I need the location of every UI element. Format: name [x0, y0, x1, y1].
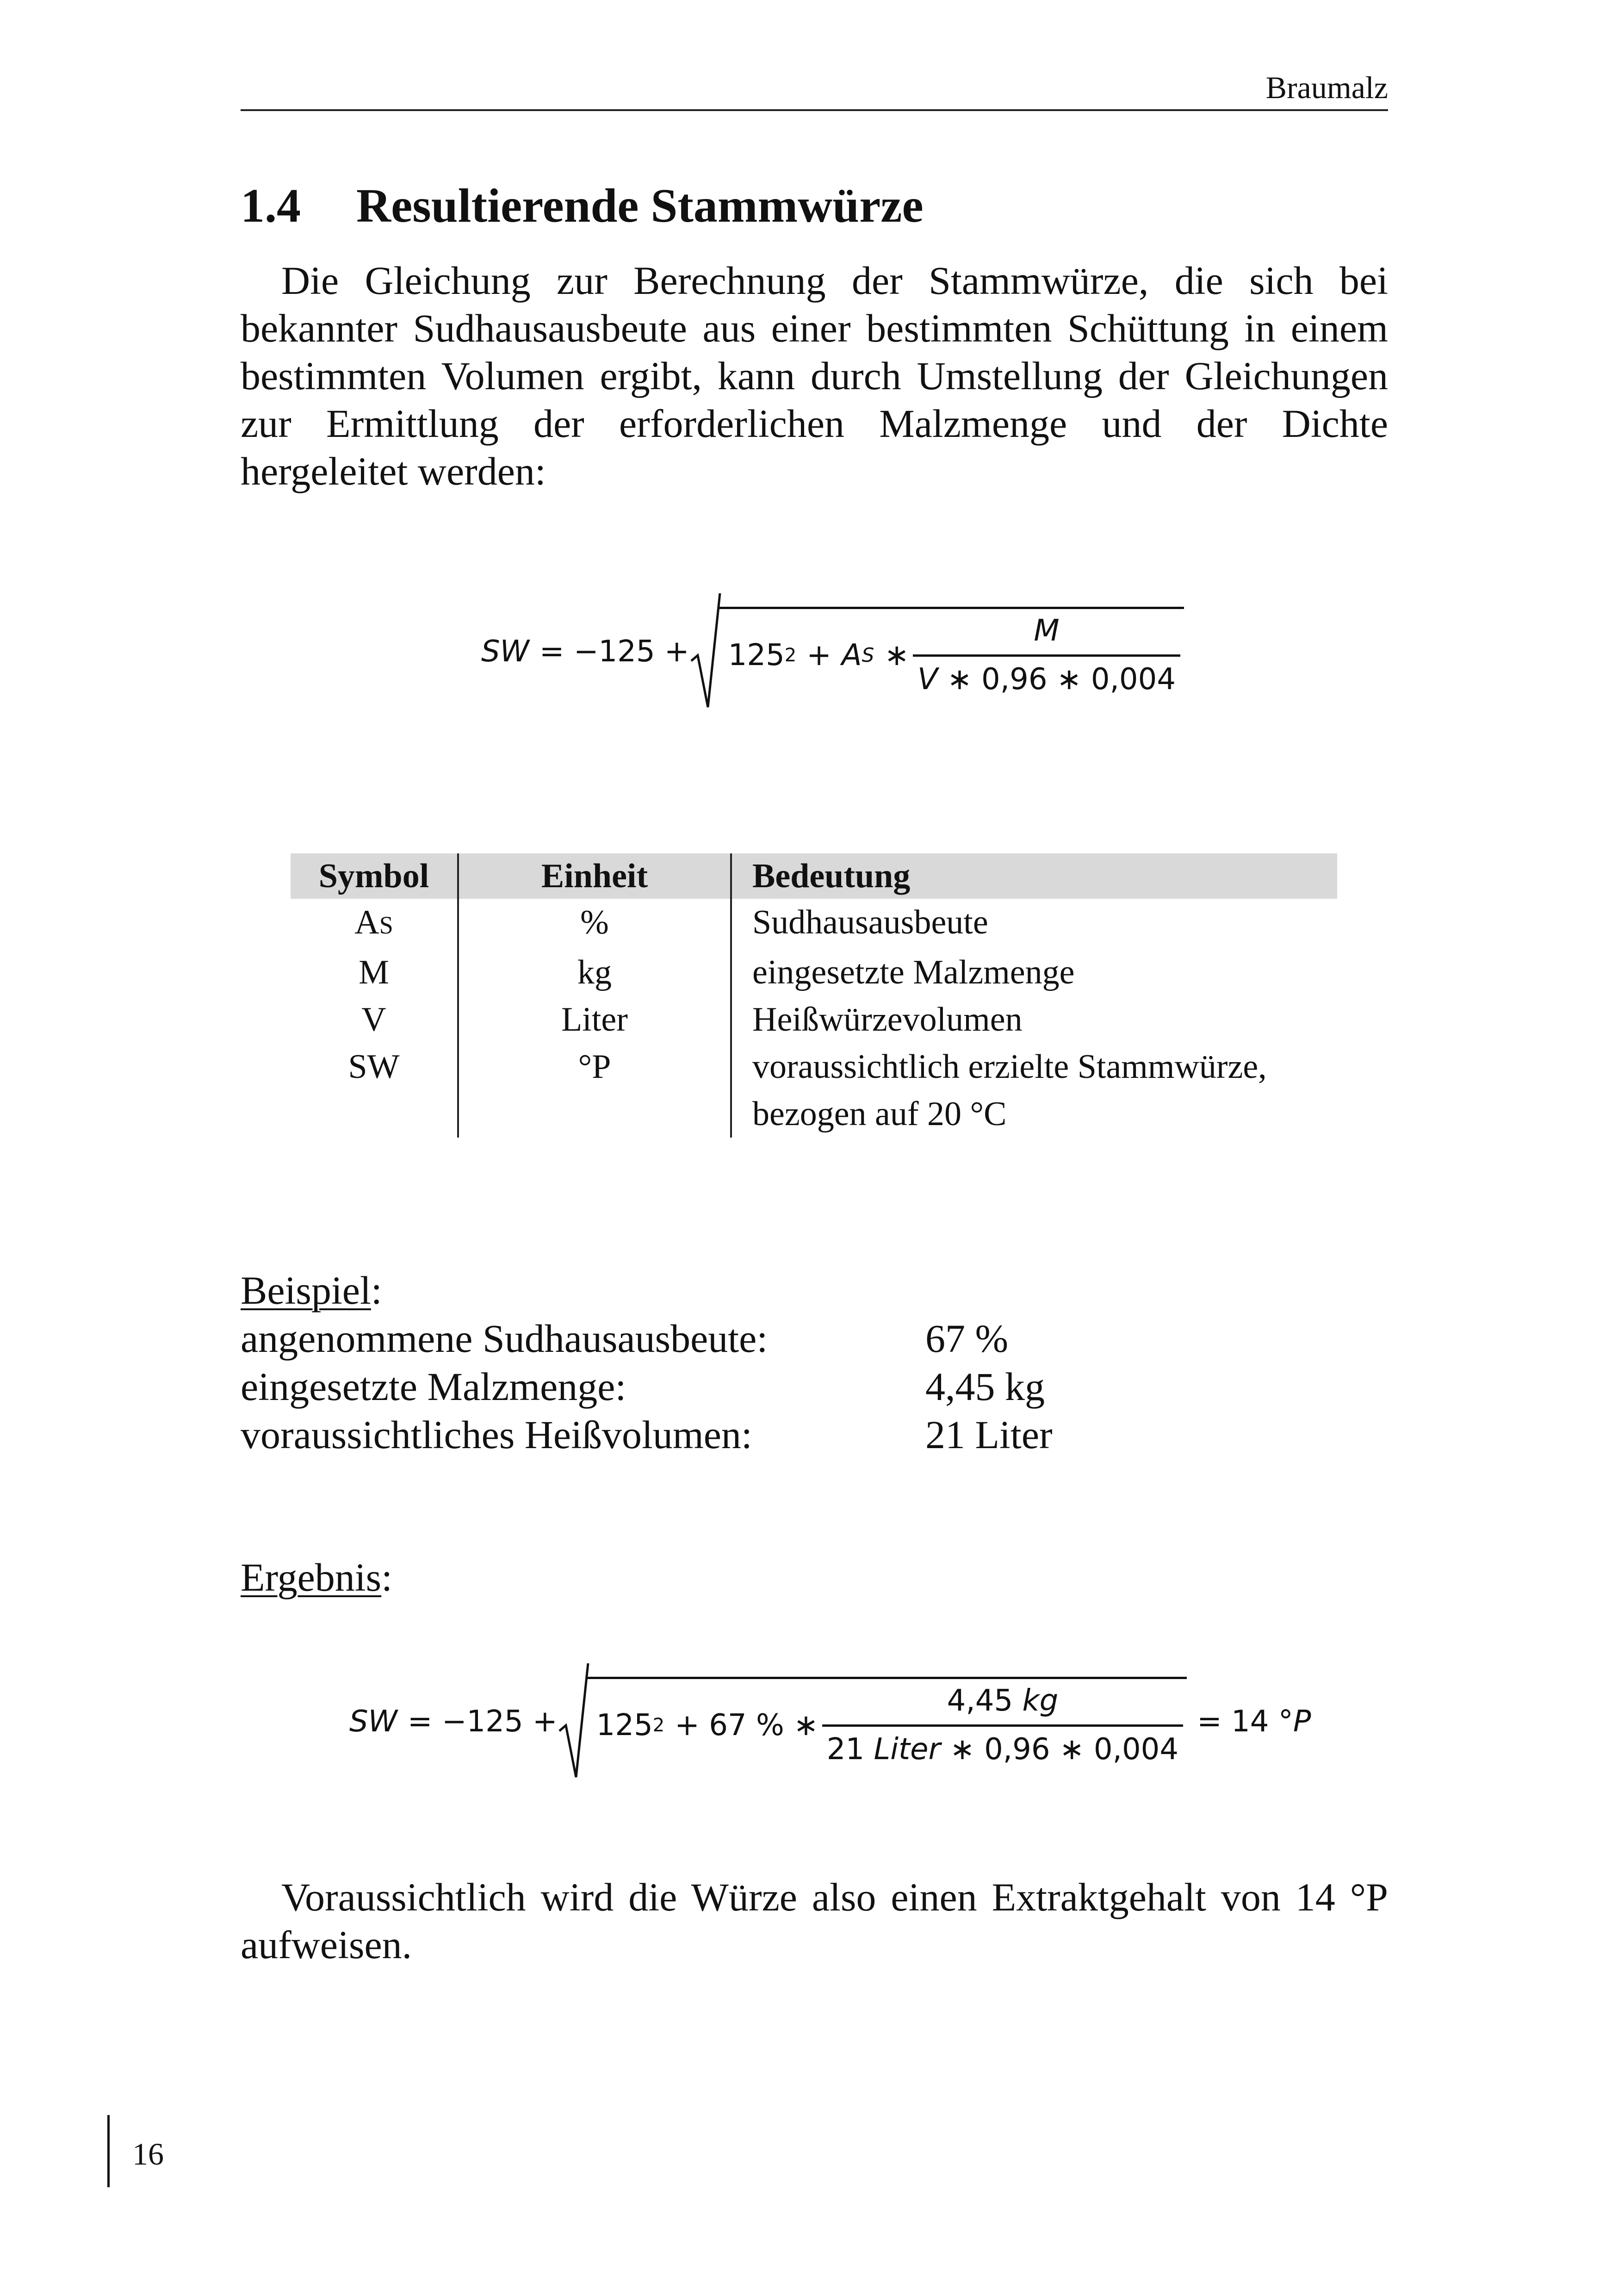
header-meaning: Bedeutung [752, 857, 911, 895]
numerator-unit: kg [1022, 1684, 1059, 1718]
radicand-base: 125 [596, 1708, 653, 1742]
cell-meaning: Heißwürzevolumen [752, 1001, 1023, 1039]
example-label-colon: : [371, 1268, 382, 1313]
section-number: 1.4 [241, 179, 301, 232]
cell-meaning: bezogen auf 20 °C [752, 1095, 1007, 1133]
cell-symbol: V [291, 996, 459, 1043]
denominator-unit: Liter [874, 1732, 941, 1767]
square-root [689, 591, 1184, 712]
table-row [291, 949, 1337, 996]
example-value: 4,45 kg [925, 1364, 1045, 1409]
cell-unit: kg [459, 949, 732, 996]
table-row [291, 1090, 1337, 1138]
example-row [241, 1315, 1258, 1362]
cell-symbol: AS [291, 899, 459, 949]
formula-lhs: SW [481, 635, 529, 669]
radicand-base: 125 [728, 638, 785, 672]
cell-unit [459, 1090, 732, 1138]
radical-sign-icon [689, 591, 722, 712]
cell-unit: % [459, 899, 732, 949]
example-row [241, 1412, 1258, 1458]
cell-meaning: voraussichtlich erzielte Stammwürze, [752, 1048, 1267, 1086]
table-row [291, 899, 1337, 949]
page-number-bar [107, 2115, 110, 2187]
cell-symbol-sub: S [379, 911, 393, 939]
denominator-constants: ∗ 0,96 ∗ 0,004 [950, 1732, 1179, 1767]
times-operator: ∗ [884, 638, 909, 672]
fraction-numerator: M [1034, 614, 1060, 648]
radicand [719, 607, 1184, 697]
as-symbol: A [841, 638, 862, 672]
formula-result [349, 1661, 1311, 1782]
numerator-value: 4,45 [947, 1684, 1013, 1718]
fraction-denominator [913, 654, 1180, 697]
radicand [587, 1677, 1187, 1767]
result-unit: P [1293, 1705, 1311, 1739]
formula-general [481, 591, 1184, 712]
denominator-variable: V [917, 662, 938, 697]
cell-symbol: M [291, 949, 459, 996]
example-label: Beispiel: [241, 1268, 382, 1313]
as-subscript: S [862, 644, 874, 666]
denominator-constants: ∗ 0,96 ∗ 0,004 [947, 662, 1176, 697]
cell-symbol [291, 1090, 459, 1138]
example-key: eingesetzte Malzmenge: [241, 1364, 626, 1409]
cell-meaning: eingesetzte Malzmenge [752, 953, 1075, 991]
example-value: 67 % [925, 1316, 1009, 1361]
table-row [291, 1043, 1337, 1090]
example-key: voraussichtliches Heißvolumen: [241, 1412, 752, 1457]
radicand-exponent: 2 [784, 644, 797, 666]
formula-lhs: SW [349, 1705, 397, 1739]
cell-unit: Liter [459, 996, 732, 1043]
header-symbol: Symbol [291, 853, 459, 899]
fraction [913, 614, 1180, 697]
intro-paragraph: Die Gleichung zur Berechnung der Stammwürze, die sich bei bekannter Sudhausausbeute aus einer bestimmten Schüttung in einem bestimmten Volumen ergibt, kann durch Umstellung der Gleichungen zur Ermittlung der erforderlichen Malzmenge und der Dichte hergeleitet werden: [241, 258, 1388, 493]
radicand-plus: + [806, 638, 831, 672]
example-row [241, 1363, 1258, 1410]
radicand-exponent: 2 [652, 1714, 665, 1736]
fraction [822, 1684, 1183, 1767]
result-equals: = 14 ° [1197, 1705, 1293, 1739]
radical-sign-icon [558, 1661, 590, 1782]
running-head: Braumalz [1265, 70, 1388, 105]
header-rule [241, 109, 1388, 111]
square-root [558, 1661, 1187, 1782]
page-number: 16 [132, 2136, 164, 2172]
radicand-plus-as: + 67 % ∗ [675, 1708, 818, 1742]
header-unit: Einheit [459, 853, 732, 899]
result-label-colon: : [381, 1555, 393, 1599]
result-label: Ergebnis: [241, 1555, 393, 1599]
table-row [291, 996, 1337, 1043]
formula-prefix: = −125 + [407, 1705, 558, 1739]
example-value: 21 Liter [925, 1412, 1053, 1457]
example-key: angenommene Sudhausausbeute: [241, 1316, 768, 1361]
fraction-numerator [942, 1684, 1063, 1724]
table-header-row [291, 853, 1337, 899]
closing-paragraph: Voraussichtlich wird die Würze also einen Extraktgehalt von 14 °P aufweisen. [241, 1875, 1388, 1967]
denominator-value: 21 [826, 1732, 865, 1767]
formula-prefix: = −125 + [539, 635, 689, 669]
cell-unit: °P [459, 1043, 732, 1090]
cell-symbol: SW [291, 1043, 459, 1090]
cell-meaning: Sudhausausbeute [752, 903, 988, 941]
section-title: Resultierende Stammwürze [356, 179, 924, 232]
fraction-denominator [822, 1724, 1183, 1767]
symbol-table [291, 853, 1337, 1138]
